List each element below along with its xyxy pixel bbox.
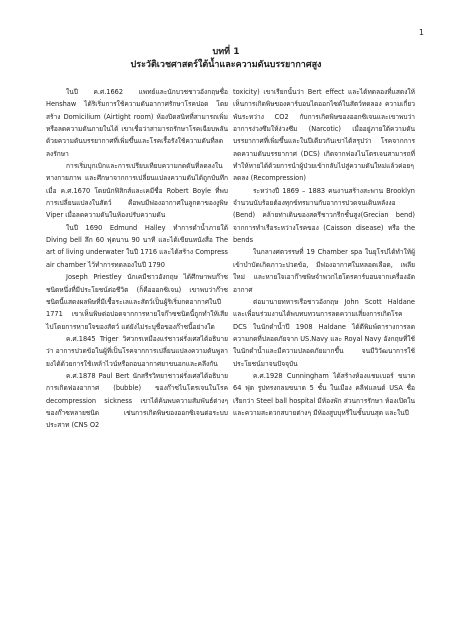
paragraph-chamber-spa: ในกลางศตวรรษที่ 19 Chamber spa ในยุโรปได้ทำให้ผู้เข้าบำบัดเกิดภาวะปวดข้อ, มีฟองอากาศในหลอดเลือด, เพลียใหม่ และหายใจเอาก๊าซพิษจำพวกไฮโดรคาร์บอนจากเครื่องอัดอากาศ [233,248,415,294]
page-number: 1 [418,28,424,37]
paragraph-boyle: การเริ่มบุกเบิกและการเปรียบเทียบความกดดันที่ลดลงในทางกายภาพ และศึกษาจากการเปลี่ยนแปลงความดันได้ถูกบันทึก เมื่อ ค.ศ.1670 โดยนักฟิสิกส์และเคมีชื่อ Robert Boyle ที่พบการเปลี่ยนแปลงในสัตว์ คือพบมีฟองอากาศในลูกตาของงูพิษ Viper เมื่อลดความดันในห้องปรับความดัน [46,162,228,220]
paragraph-priestley: Joseph Priestley นักเคมีชาวอังกฤษ ได้ศึกษาพบก๊าซชนิดหนึ่งที่มีประโยชน์ต่อชีวิต (ก็คือออกซิเจน) เขาพบว่าก๊าซชนิดนี้แสดงผลพิษที่มีเชื้อระเลและสัตว์เป็นผู้ริเริ่มกดอากาศในปี 1771 เขาเห็นพิษต่อปอดจากการหายใจก๊าซชนิดนี้ถูกทำให้เสียไปโดยการหายใจของสัตว์ แต่ยังไม่ระบุชื่อของก๊าซนี้อย่างใด [46,273,228,331]
paragraph-bert: ค.ศ.1878 Paul Bert นักสรีรวิทยาชาวฝรั่งเศสได้อธิบายการเกิดฟองอากาศ (bubble) ของก๊าซไนโตรเจนในโรค decompression sickness เขาได้ค้นพบความสัมพันธ์ต่างๆ ของก๊าซหลายชนิด เช่นการเกิดพิษของออกซิเจนต่อระบบประสาท (CNS O2 [46,371,228,430]
paragraph-brooklyn: ระหว่างปี 1869 – 1883 คนงานสร้างสะพาน Brooklyn จำนวนนับร้อยต้องทุกข์ทรมานกับอาการปวดจนเดินหลังงอ (Bend) คล้ายท่าเดินของสตรีชาวกรีกชั้นสูง(Grecian bend) จากการทำเรือระหว่างโรคของ (Caisson disease) หรือ the bends [233,186,415,245]
paragraph-triger: ค.ศ.1845 Triger วิศวกรเหมืองแร่ชาวฝรั่งเศสได้อธิบายว่า อาการปวดข้อในผู้ที่เป็นโรคจากการเปลี่ยนแปลงความดันพูลายงได้ด้วยการใช้เหล้าไวน์หรือถอนอากาศยาขนอกและคลึงกัน [46,334,228,368]
left-column [46,86,228,432]
right-column [233,86,415,419]
paragraph-cunningham: ค.ศ.1928 Cunningham ได้สร้างห้องแชมเบอร์ ขนาด 64 ฟุต รูปทรงกลมขนาด 5 ชั้น ในเมือง คลีฟแลนด์ USA ชื่อเรียกว่า Steel ball hospital มีห้องพัก ส่วนการรักษา ห้องเปิดในและความสะดวกสบายต่างๆ มีห้องสูบบุหรี่ในชั้นบนสุด และในปี [233,371,415,417]
paragraph-haldane: ต่อมานายทหารเรือชาวอังกฤษ John Scott Haldane และเพื่อนร่วมงานได้พบทบทวนการลดความเสี่ยงการเกิดโรค DCS ในนักดำน้ำปี 1908 Haldane ได้ตีพิมพ์ตารางการลดความกดที่ปลอดภัยจาก US.Navy และ Royal Navy อังกฤษที่ใช้ในนักดำน้ำและมีความปลอดภัยมากขึ้น จนมีวิวัฒนาการใช้ประโยชน์มาจนปัจจุบัน [233,297,415,368]
chapter-title: ประวัติเวชศาสตร์ใต้น้ำและความดันบรรยากาศสูง [130,60,322,70]
paragraph-henshaw: ในปี ค.ศ.1662 แพทย์และนักบวชชาวอังกฤษชื่อ Henshaw ได้ริเริ่มการใช้ความดันอากาศรักษาโรคปอด โดยสร้าง Domicilium (Airtight room) ห้องปิดสนิทที่สามารถเพิ่มหรือลดความดันภายในได้ เขาเชื่อว่าสามารถรักษาโรคเฉียบพลันด้วยความดันบรรยากาศที่เพิ่มขึ้นและโรคเรื้อรังใช้ความดันที่ลดลงรักษา [46,88,228,158]
paragraph-halley: ในปี 1690 Edmund Halley ทำการดำน้ำภายใต้ Diving bell ลึก 60 ฟุตนาน 90 นาที และได้เขียนหนังสือ The art of living underwater ในปี 1716 และได้สร้าง Compress air chamber ไว้ทำการทดลองในปี 1790 [46,223,228,269]
paragraph-bert-continued: toxicity) เขาเรียกนั้นว่า Bert effect และได้ทดลองที่แสดงให้เห็นการเกิดพิษของคาร์บอนไดออกไซด์ในสัตว์ทดลอง ความเกี่ยวพันระหว่าง CO2 กับการเกิดพิษของออกซิเจนและเขาพบว่าอาการง่วงซึมให้ง่วงซึม (Narcotic) เมื่ออยู่ภายใต้ความดันบรรยากาศที่เพิ่มขึ้นและในปีเดียวกันเขาได้สรุปว่า โรคจากการลดความดันบรรยากาศ (DCS) เกิดจากฟองไนโตรเจนสามารถที่ทำให้หายได้ด้วยการนำผู้ป่วยเข้ากลับไปสู่ความดันใหม่แล้วค่อยๆลดลง (Recompression) [233,88,415,183]
chapter-heading: บทที่ 1 [212,47,240,57]
